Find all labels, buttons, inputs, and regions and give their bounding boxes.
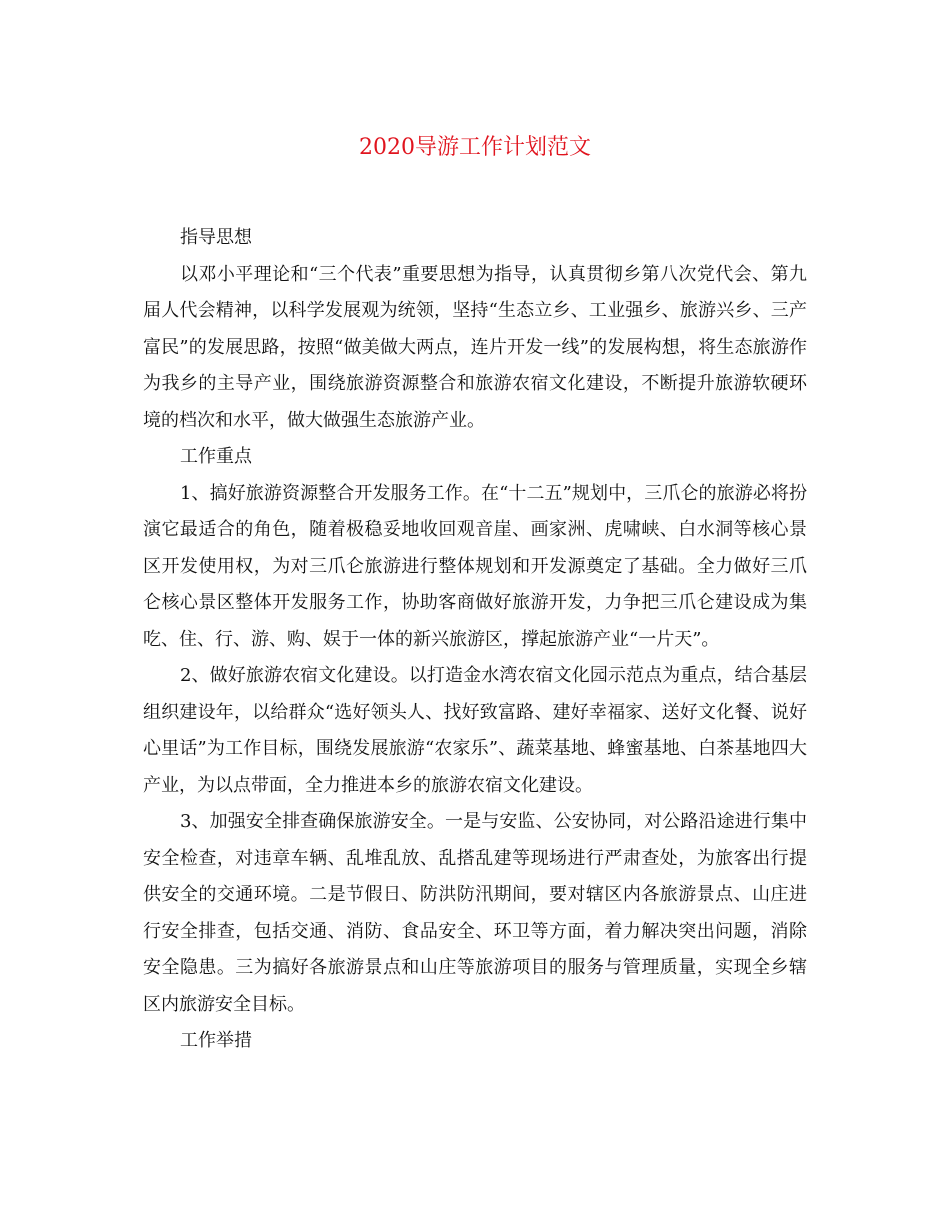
section-heading-work-measures: 工作举措 (180, 1030, 252, 1051)
paragraph-focus-1: 1、搞好旅游资源整合开发服务工作。在“十二五”规划中，三爪仑的旅游必将扮演它最适合的角色，随着极稳妥地收回观音崖、画家洲、虎啸峡、白水洞等核心景区开发使用权，为对三爪仑旅游进行整体规划和开发源奠定了基础。全力做好三爪仑核心景区整体开发服务工作，协助客商做好旅游开发，力争把三爪仑建设成为集吃、住、行、游、购、娱于一体的新兴旅游区，撑起旅游产业“一片天”。 (143, 482, 807, 650)
document-body (143, 220, 807, 1060)
section-heading-work-focus: 工作重点 (180, 446, 252, 467)
document-title: 2020导游工作计划范文 (359, 135, 591, 160)
paragraph-focus-3: 3、加强安全排查确保旅游安全。一是与安监、公安协同，对公路沿途进行集中安全检查，对违章车辆、乱堆乱放、乱搭乱建等现场进行严肃查处，为旅客出行提供安全的交通环境。二是节假日、防洪防汛期间，要对辖区内各旅游景点、山庄进行安全排查，包括交通、消防、食品安全、环卫等方面，着力解决突出问题，消除安全隐患。三为搞好各旅游景点和山庄等旅游项目的服务与管理质量，实现全乡辖区内旅游安全目标。 (143, 811, 807, 1015)
paragraph-guiding-thought: 以邓小平理论和“三个代表”重要思想为指导，认真贯彻乡第八次党代会、第九届人代会精神，以科学发展观为统领，坚持“生态立乡、工业强乡、旅游兴乡、三产富民”的发展思路，按照“做美做大两点，连片开发一线”的发展构想，将生态旅游作为我乡的主导产业，围绕旅游资源整合和旅游农宿文化建设，不断提升旅游软硬环境的档次和水平，做大做强生态旅游产业。 (143, 263, 807, 431)
section-heading-guiding-thought: 指导思想 (180, 227, 252, 248)
paragraph-focus-2: 2、做好旅游农宿文化建设。以打造金水湾农宿文化园示范点为重点，结合基层组织建设年，以给群众“选好领头人、找好致富路、建好幸福家、送好文化餐、说好心里话”为工作目标，围绕发展旅游“农家乐”、蔬菜基地、蜂蜜基地、白茶基地四大产业，为以点带面，全力推进本乡的旅游农宿文化建设。 (143, 665, 807, 796)
